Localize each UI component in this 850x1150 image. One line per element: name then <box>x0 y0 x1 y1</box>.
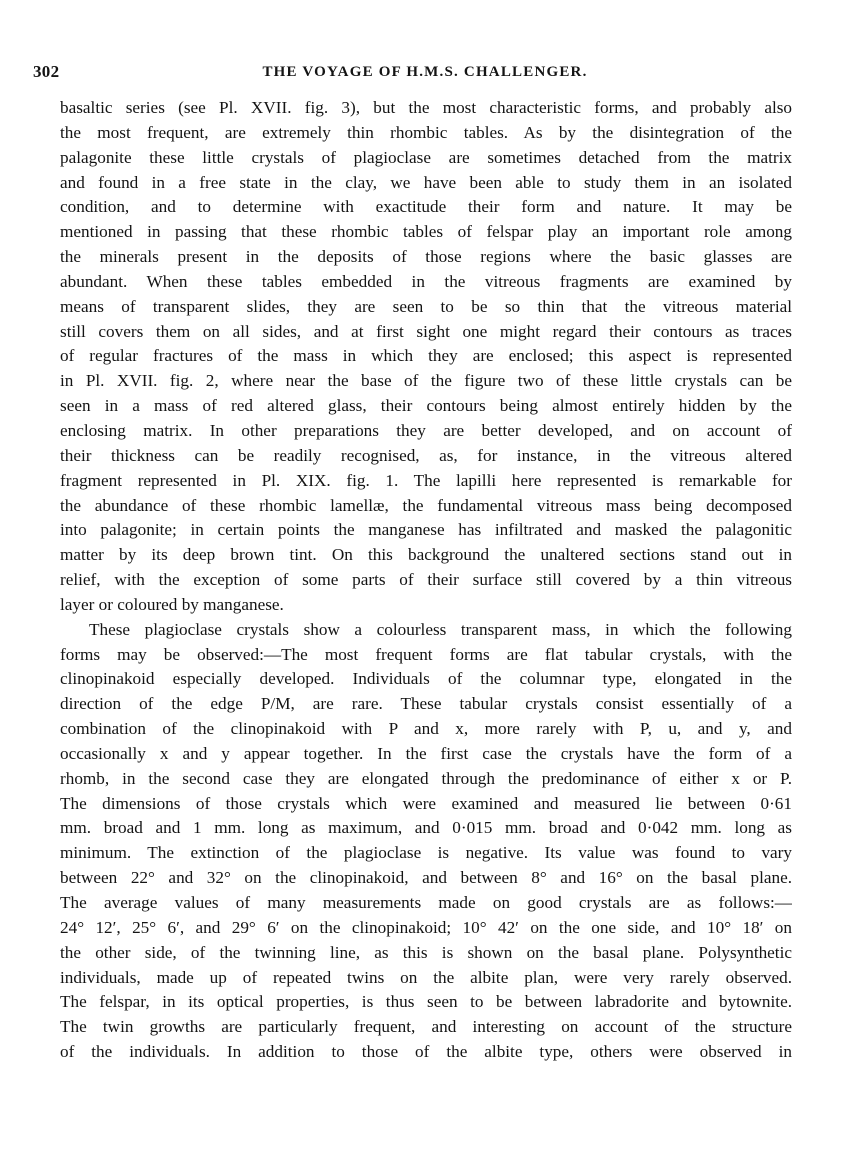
text-line: The twin growths are particularly frequent, and interesting on account of the structure <box>60 1017 792 1037</box>
text-line: individuals, made up of repeated twins on the albite plan, were very rarely observed. <box>60 967 792 987</box>
text-line: and found in a free state in the clay, we have been able to study them in an isolated <box>60 172 792 192</box>
paragraph-2 <box>60 618 792 1065</box>
text-line: basaltic series (see Pl. XVII. fig. 3), but the most characteristic forms, and probably also <box>60 98 792 117</box>
running-head: THE VOYAGE OF H.M.S. CHALLENGER. <box>262 64 588 80</box>
text-line: matter by its deep brown tint. On this background the unaltered sections stand out in <box>60 545 792 565</box>
text-line: fragment represented in Pl. XIX. fig. 1. The lapilli here represented is remarkable for <box>60 470 792 490</box>
text-line: of regular fractures of the mass in which they are enclosed; this aspect is represented <box>60 346 792 366</box>
text-line: their thickness can be readily recognised, as, for instance, in the vitreous altered <box>60 445 792 465</box>
text-line: abundant. When these tables embedded in the vitreous fragments are examined by <box>60 271 792 291</box>
text-line: in Pl. XVII. fig. 2, where near the base of the figure two of these little crystals can be <box>60 371 792 391</box>
text-line: means of transparent slides, they are seen to be so thin that the vitreous material <box>60 296 792 316</box>
text-line: mm. broad and 1 mm. long as maximum, and 0·015 mm. broad and 0·042 mm. long as <box>60 818 792 838</box>
page-number: 302 <box>33 62 60 81</box>
text-line: of the individuals. In addition to those of the albite type, others were observed in <box>60 1042 792 1062</box>
text-line: forms may be observed:—The most frequent forms are flat tabular crystals, with the <box>60 644 792 664</box>
text-line: the other side, of the twinning line, as this is shown on the basal plane. Polysynthetic <box>60 942 792 962</box>
text-line: into palagonite; in certain points the manganese has infiltrated and masked the palagonitic <box>60 520 792 540</box>
text-line: The felspar, in its optical properties, is thus seen to be between labradorite and bytownite. <box>60 992 792 1012</box>
text-line: clinopinakoid especially developed. Individuals of the columnar type, elongated in the <box>60 669 792 689</box>
text-line: the most frequent, are extremely thin rhombic tables. As by the disintegration of the <box>60 122 792 142</box>
text-line: direction of the edge P/M, are rare. These tabular crystals consist essentially of a <box>60 694 792 714</box>
paragraph-1 <box>60 96 792 618</box>
text-line: seen in a mass of red altered glass, their contours being almost entirely hidden by the <box>60 396 792 416</box>
text-line: 24° 12′, 25° 6′, and 29° 6′ on the clinopinakoid; 10° 42′ on the one side, and 10° 18′ on <box>60 917 792 937</box>
text-line: The dimensions of those crystals which were examined and measured lie between 0·61 <box>60 793 792 813</box>
text-line: minimum. The extinction of the plagioclase is negative. Its value was found to vary <box>60 843 792 863</box>
text-line: relief, with the exception of some parts of their surface still covered by a thin vitreous <box>60 570 792 590</box>
text-line: condition, and to determine with exactitude their form and nature. It may be <box>60 197 792 217</box>
text-line: the abundance of these rhombic lamellæ, the fundamental vitreous mass being decomposed <box>60 495 792 515</box>
text-line: palagonite these little crystals of plagioclase are sometimes detached from the matrix <box>60 147 792 167</box>
text-line: layer or coloured by manganese. <box>60 594 284 614</box>
text-line: still covers them on all sides, and at first sight one might regard their contours as traces <box>60 321 792 341</box>
body-text <box>60 96 792 1065</box>
text-line: The average values of many measurements made on good crystals are as follows:— <box>60 893 792 912</box>
text-line: combination of the clinopinakoid with P and x, more rarely with P, u, and y, and <box>60 719 792 739</box>
text-line: enclosing matrix. In other preparations they are better developed, and on account of <box>60 420 792 440</box>
text-line: occasionally x and y appear together. In the first case the crystals have the form of a <box>60 743 792 763</box>
text-line: between 22° and 32° on the clinopinakoid, and between 8° and 16° on the basal plane. <box>60 868 792 888</box>
text-line: rhomb, in the second case they are elongated through the predominance of either x or P. <box>60 768 792 788</box>
text-line: These plagioclase crystals show a colourless transparent mass, in which the following <box>89 619 792 639</box>
text-line: the minerals present in the deposits of those regions where the basic glasses are <box>60 247 792 267</box>
text-line: mentioned in passing that these rhombic tables of felspar play an important role among <box>60 222 792 242</box>
